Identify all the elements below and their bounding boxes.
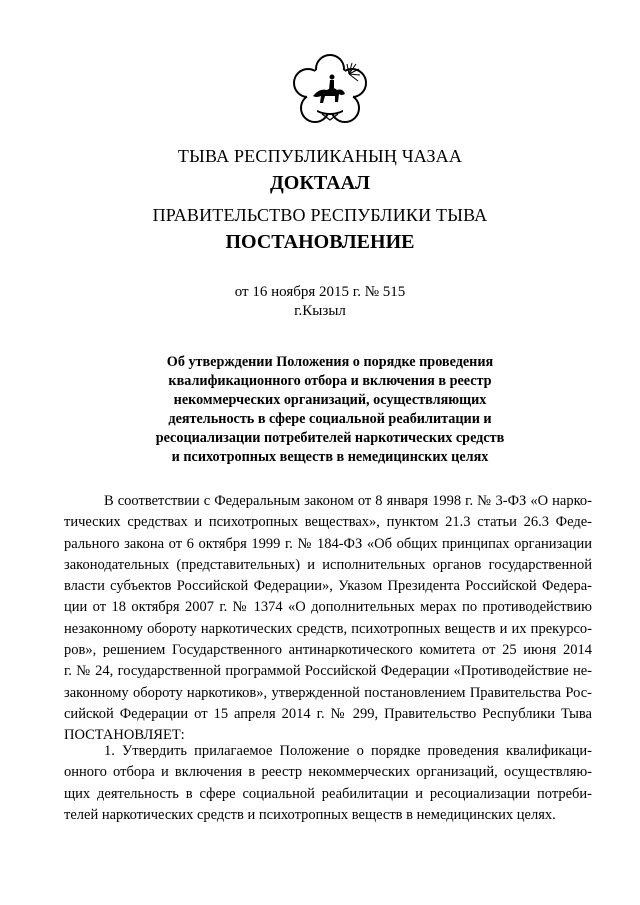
- tuva-document-type: ДОКТААЛ: [270, 172, 370, 194]
- title-line: квалификационного отбора и включения в реестр: [168, 373, 492, 389]
- body-line: сийской Федерации от 15 апреля 2014 г. № 299, Правительство Республики Тыва: [64, 705, 592, 722]
- russian-document-type: ПОСТАНОВЛЕНИЕ: [225, 231, 415, 253]
- body-line: тических средствах и психотропных веществах», пунктом 21.3 статьи 26.3 Феде-: [64, 514, 592, 531]
- body-line: законодательных (представительных) и исполнительных органов государственной: [64, 556, 592, 573]
- document-city: г.Кызыл: [294, 303, 346, 319]
- title-line: и психотропных веществ в немедицинских целях: [171, 449, 489, 465]
- tuva-government-name: ТЫВА РЕСПУБЛИКАНЫҢ ЧАЗАА: [177, 146, 463, 166]
- tuva-emblem-icon: [289, 50, 371, 130]
- body-line: В соответствии с Федеральным законом от 8 января 1998 г. № 3-ФЗ «О нарко-: [104, 493, 592, 509]
- title-line: деятельность в сфере социальной реабилитации и: [168, 411, 492, 427]
- preamble-paragraph: [64, 491, 592, 747]
- body-line: власти субъектов Российской Федерации», Указом Президента Российской Федера-: [64, 578, 592, 595]
- body-line: г. № 24, государственной программой Российской Федерации «Противодействие не-: [64, 663, 592, 680]
- body-line: ров», решением Государственного антинаркотического комитета от 25 июня 2014: [64, 642, 592, 659]
- title-line: некоммерческих организаций, осуществляющих: [173, 392, 487, 408]
- document-date-number: от 16 ноября 2015 г. № 515: [234, 284, 406, 300]
- body-line: рального закона от 6 октября 1999 г. № 184-ФЗ «Об общих принципах организации: [64, 535, 592, 552]
- body-line: онного отбора и включения в реестр некоммерческих организаций, осуществляю-: [64, 764, 592, 781]
- clause-1-paragraph: [64, 741, 592, 826]
- body-line: 1. Утвердить прилагаемое Положение о порядке проведения квалификаци-: [104, 743, 592, 759]
- body-line: незаконному обороту наркотических средств, психотропных веществ и их прекурсо-: [64, 620, 592, 637]
- document-title: [0, 353, 640, 467]
- russian-government-name: ПРАВИТЕЛЬСТВО РЕСПУБЛИКИ ТЫВА: [152, 205, 488, 225]
- body-line: телей наркотических средств и психотропных веществ в немедицинских целях.: [64, 806, 556, 823]
- body-line: ПОСТАНОВЛЯЕТ:: [64, 727, 185, 744]
- body-line: щих деятельность в сфере социальной реабилитации и ресоциализации потреби-: [64, 785, 592, 802]
- title-line: Об утверждении Положения о порядке проведения: [166, 354, 494, 370]
- title-line: ресоциализации потребителей наркотических средств: [155, 430, 505, 446]
- body-line: ции от 18 октября 2007 г. № 1374 «О дополнительных мерах по противодействию: [64, 599, 592, 616]
- body-line: законному обороту наркотиков», утвержденной постановлением Правительства Рос-: [64, 684, 592, 701]
